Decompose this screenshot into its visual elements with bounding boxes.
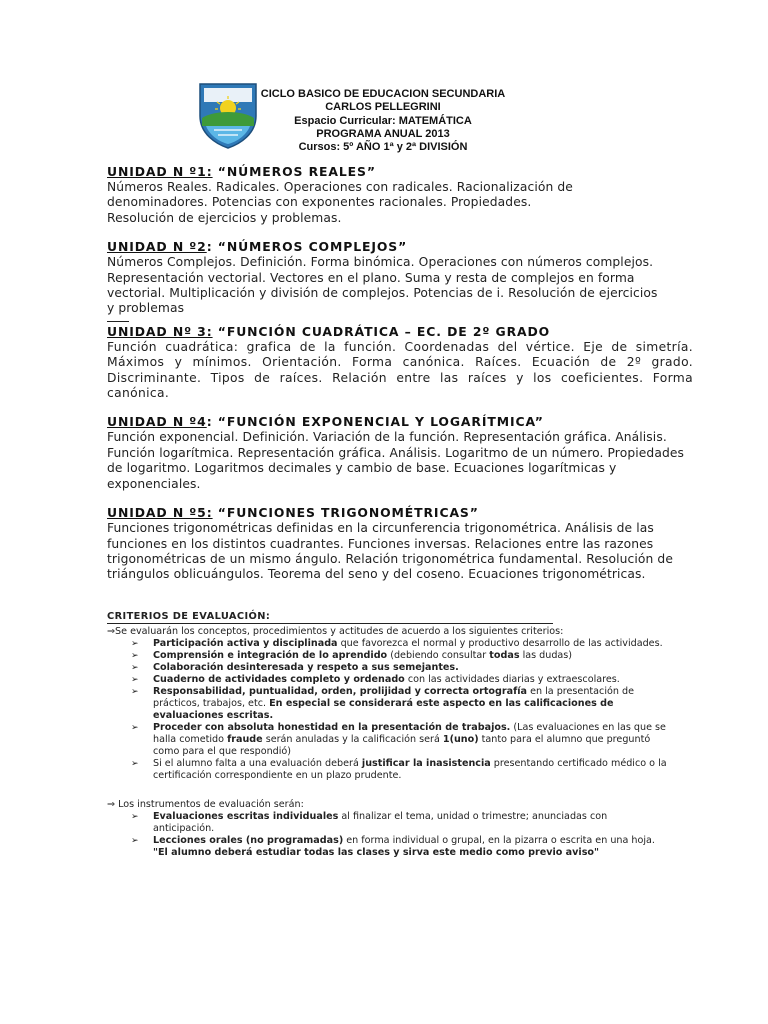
unit-line: Función logarítmica. Representación gráfica. Análisis. Logaritmo de un número. Propiedades — [107, 445, 685, 460]
criteria-item — [107, 758, 667, 782]
criteria-bold: 1(uno) — [442, 734, 479, 745]
unit-2 — [107, 239, 693, 322]
document-header — [250, 88, 516, 154]
arrow-bullet-icon: ➢ — [131, 836, 139, 846]
closing-quote: "El alumno deberá estudiar todas las clases y sirva este medio como previo aviso" — [153, 847, 599, 858]
criteria-item — [107, 662, 667, 674]
criteria-text: en la presentación de prácticos, trabajos, etc. — [153, 686, 634, 709]
unit-name: : “FUNCIÓN EXPONENCIAL Y LOGARÍTMICA” — [206, 414, 544, 430]
instrument-text: al finalizar el tema, unidad o trimestre; anunciadas con anticipación. — [153, 811, 608, 834]
criteria-title: CRITERIOS DE EVALUACIÓN: — [107, 611, 553, 624]
unit-line: y problemas — [107, 301, 185, 316]
unit-name: “NÚMEROS REALES” — [212, 164, 376, 179]
criteria-bold: fraude — [227, 734, 263, 745]
criteria-text: serán anuladas y la calificación será — [262, 734, 443, 745]
unit-label: UNIDAD N º2 — [107, 239, 207, 255]
unit-label: UNIDAD N º1: — [107, 164, 213, 179]
header-line-5: Cursos: 5º AÑO 1ª y 2ª DIVISIÓN — [298, 141, 468, 154]
arrow-bullet-icon: ➢ — [131, 759, 139, 769]
criteria-list — [107, 638, 667, 782]
unit-label: UNIDAD N º5: — [107, 505, 213, 521]
criteria-bold: Cuaderno de actividades completo y ordenado — [153, 674, 405, 685]
unit-5 — [107, 505, 693, 583]
criteria-bold: Colaboración desinteresada y respeto a sus semejantes. — [153, 662, 459, 673]
instrument-item — [107, 835, 667, 847]
unit-body — [107, 255, 693, 317]
criteria-text: las dudas) — [519, 650, 573, 661]
criteria-text: presentando certificado médico o la certificación correspondiente en un plazo prudente. — [153, 758, 667, 781]
arrow-bullet-icon: ➢ — [131, 687, 139, 697]
criteria-bold: Comprensión e integración de lo aprendido — [153, 650, 388, 661]
evaluation-criteria — [107, 611, 667, 859]
unit-body — [107, 180, 693, 226]
criteria-item — [107, 638, 667, 650]
criteria-bold: Participación activa y disciplinada — [153, 638, 338, 649]
unit-title — [107, 414, 693, 430]
arrow-bullet-icon: ➢ — [131, 723, 139, 733]
unit-line: vectorial. Multiplicación y división de complejos. Potencias de i. Resolución de ejercicios — [107, 286, 658, 301]
unit-body: Función cuadrática: grafica de la función. Coordenadas del vértice. Eje de simetría. Máximos y mínimos. Orientación. Forma canónica. Raíces. Ecuación de 2º grado. Discriminante. Tipos de raíces. Relación entre las raíces y los coeficientes. Forma canónica. — [107, 339, 693, 401]
unit-line: triángulos oblicuángulos. Teorema del seno y del coseno. Ecuaciones trigonométricas. — [107, 567, 646, 582]
criteria-item — [107, 650, 667, 662]
unit-line: Números Reales. Radicales. Operaciones con radicales. Racionalización de — [107, 180, 573, 194]
unit-line: denominadores. Potencias con exponentes racionales. Propiedades. — [107, 195, 532, 210]
unit-line: Representación vectorial. Vectores en el plano. Suma y resta de complejos en forma — [107, 270, 635, 285]
instruments-intro: ⇒ Los instrumentos de evaluación serán: — [107, 799, 304, 810]
criteria-bold: todas — [489, 650, 520, 661]
unit-title — [107, 164, 693, 180]
instrument-text: en forma individual o grupal, en la pizarra o escrita en una hoja. — [343, 835, 655, 846]
units-section — [107, 164, 693, 596]
arrow-bullet-icon: ➢ — [131, 812, 139, 822]
unit-label: UNIDAD N º4 — [107, 414, 207, 430]
unit-name: “FUNCIÓN CUADRÁTICA – EC. DE 2º GRADO — [212, 323, 551, 339]
instrument-item — [107, 811, 667, 835]
instruments-list — [107, 811, 667, 847]
criteria-bold: justificar la inasistencia — [361, 758, 491, 769]
instrument-bold: Lecciones orales (no programadas) — [153, 835, 344, 846]
criteria-bold: Responsabilidad, puntualidad, orden, prolijidad y correcta ortografía — [153, 686, 528, 697]
unit-line: Números Complejos. Definición. Forma binómica. Operaciones con números complejos. — [107, 255, 654, 270]
unit-line: Funciones trigonométricas definidas en la circunferencia trigonométrica. Análisis de las — [107, 521, 654, 536]
arrow-bullet-icon: ➢ — [131, 639, 139, 649]
criteria-bold: Proceder con absoluta honestidad en la presentación de trabajos. — [153, 722, 511, 733]
unit-3 — [107, 324, 693, 402]
criteria-item — [107, 686, 667, 722]
header-line-4: PROGRAMA ANUAL 2013 — [316, 127, 450, 140]
criteria-item — [107, 722, 667, 758]
criteria-item — [107, 674, 667, 686]
header-line-2: CARLOS PELLEGRINI — [325, 101, 441, 114]
criteria-text: Si el alumno falta a una evaluación deberá — [153, 758, 362, 769]
unit-body — [107, 430, 693, 492]
unit-label: UNIDAD Nº 3: — [107, 323, 213, 339]
unit-name: “FUNCIONES TRIGONOMÉTRICAS” — [212, 505, 479, 521]
unit-4 — [107, 414, 693, 492]
separator-rule — [107, 321, 129, 322]
unit-line: exponenciales. — [107, 476, 201, 491]
unit-1 — [107, 164, 693, 226]
arrow-bullet-icon: ➢ — [131, 651, 139, 661]
criteria-text: (debiendo consultar — [387, 650, 490, 661]
unit-line: Función exponencial. Definición. Variación de la función. Representación gráfica. Análisis. — [107, 430, 667, 445]
header-line-1: CICLO BASICO DE EDUCACION SECUNDARIA — [260, 88, 506, 100]
unit-title — [107, 324, 693, 340]
criteria-bold: En especial se considerará este aspecto en las calificaciones de evaluaciones escritas. — [153, 698, 614, 721]
criteria-text: con las actividades diarias y extraescolares. — [404, 674, 620, 685]
unit-title — [107, 505, 693, 521]
criteria-intro: ⇒Se evaluarán los conceptos, procedimientos y actitudes de acuerdo a los siguientes criterios: — [107, 626, 564, 637]
unit-name: : “NÚMEROS COMPLEJOS” — [206, 239, 408, 255]
unit-line: Resolución de ejercicios y problemas. — [107, 210, 342, 225]
header-line-3: Espacio Curricular: MATEMÁTICA — [294, 114, 472, 127]
instrument-bold: Evaluaciones escritas individuales — [153, 811, 339, 822]
unit-line: de logaritmo. Logaritmos decimales y cambio de base. Ecuaciones logarítmicas y — [107, 461, 617, 476]
unit-line: funciones en los distintos cuadrantes. Funciones inversas. Relaciones entre las razones — [107, 536, 654, 551]
criteria-text: que favorezca el normal y productivo desarrollo de las actividades. — [337, 638, 663, 649]
arrow-bullet-icon: ➢ — [131, 675, 139, 685]
arrow-bullet-icon: ➢ — [131, 663, 139, 673]
unit-line: trigonométricas de un mismo ángulo. Relación trigonométrica fundamental. Resolución de — [107, 551, 673, 566]
criteria-text: (Las evaluaciones en las que se halla cometido — [153, 722, 666, 745]
criteria-text: tanto para el alumno que preguntó como para el que respondió) — [153, 734, 651, 757]
unit-body — [107, 521, 693, 583]
unit-title — [107, 239, 693, 255]
